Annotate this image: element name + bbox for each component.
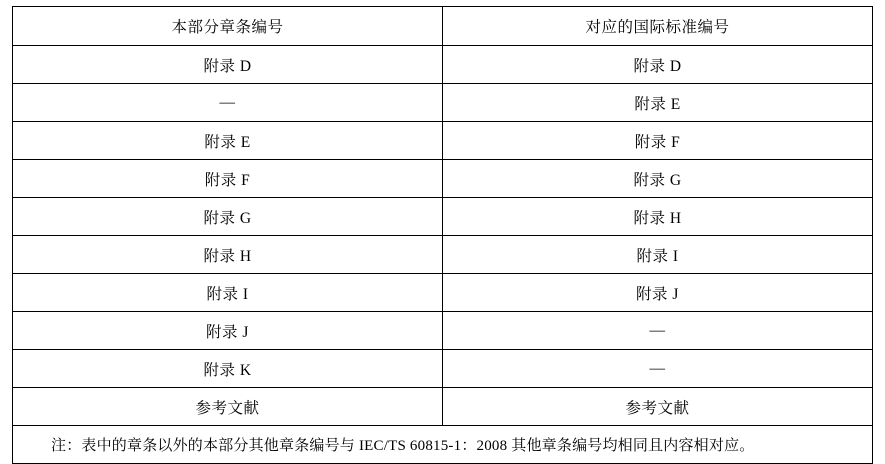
cell-international: — bbox=[443, 312, 873, 350]
cell-international: 附录 D bbox=[443, 46, 873, 84]
table-row bbox=[13, 388, 873, 426]
cell-international: — bbox=[443, 350, 873, 388]
cell-local: 附录 D bbox=[13, 46, 443, 84]
cell-international: 参考文献 bbox=[443, 388, 873, 426]
cell-local: — bbox=[13, 84, 443, 122]
cell-local: 附录 E bbox=[13, 122, 443, 160]
cell-international: 附录 H bbox=[443, 198, 873, 236]
column-header-international: 对应的国际标准编号 bbox=[443, 7, 873, 46]
header-row bbox=[13, 7, 873, 46]
table-row bbox=[13, 198, 873, 236]
cell-local: 附录 K bbox=[13, 350, 443, 388]
table-row bbox=[13, 350, 873, 388]
table-row bbox=[13, 236, 873, 274]
correspondence-table bbox=[12, 6, 873, 464]
cell-international: 附录 J bbox=[443, 274, 873, 312]
table-header bbox=[13, 7, 873, 46]
column-header-local: 本部分章条编号 bbox=[13, 7, 443, 46]
cell-local: 附录 F bbox=[13, 160, 443, 198]
table-row bbox=[13, 312, 873, 350]
table-note: 注：表中的章条以外的本部分其他章条编号与 IEC/TS 60815-1：2008 其他章条编号均相同且内容相对应。 bbox=[13, 426, 873, 464]
cell-international: 附录 I bbox=[443, 236, 873, 274]
table-body bbox=[13, 46, 873, 464]
cell-local: 附录 H bbox=[13, 236, 443, 274]
table-row bbox=[13, 122, 873, 160]
table-row bbox=[13, 160, 873, 198]
cell-international: 附录 F bbox=[443, 122, 873, 160]
cell-international: 附录 E bbox=[443, 84, 873, 122]
table-note-row bbox=[13, 426, 873, 464]
table-row bbox=[13, 46, 873, 84]
cell-local: 附录 I bbox=[13, 274, 443, 312]
cell-international: 附录 G bbox=[443, 160, 873, 198]
cell-local: 附录 G bbox=[13, 198, 443, 236]
cell-local: 参考文献 bbox=[13, 388, 443, 426]
table-row bbox=[13, 84, 873, 122]
table-row bbox=[13, 274, 873, 312]
cell-local: 附录 J bbox=[13, 312, 443, 350]
